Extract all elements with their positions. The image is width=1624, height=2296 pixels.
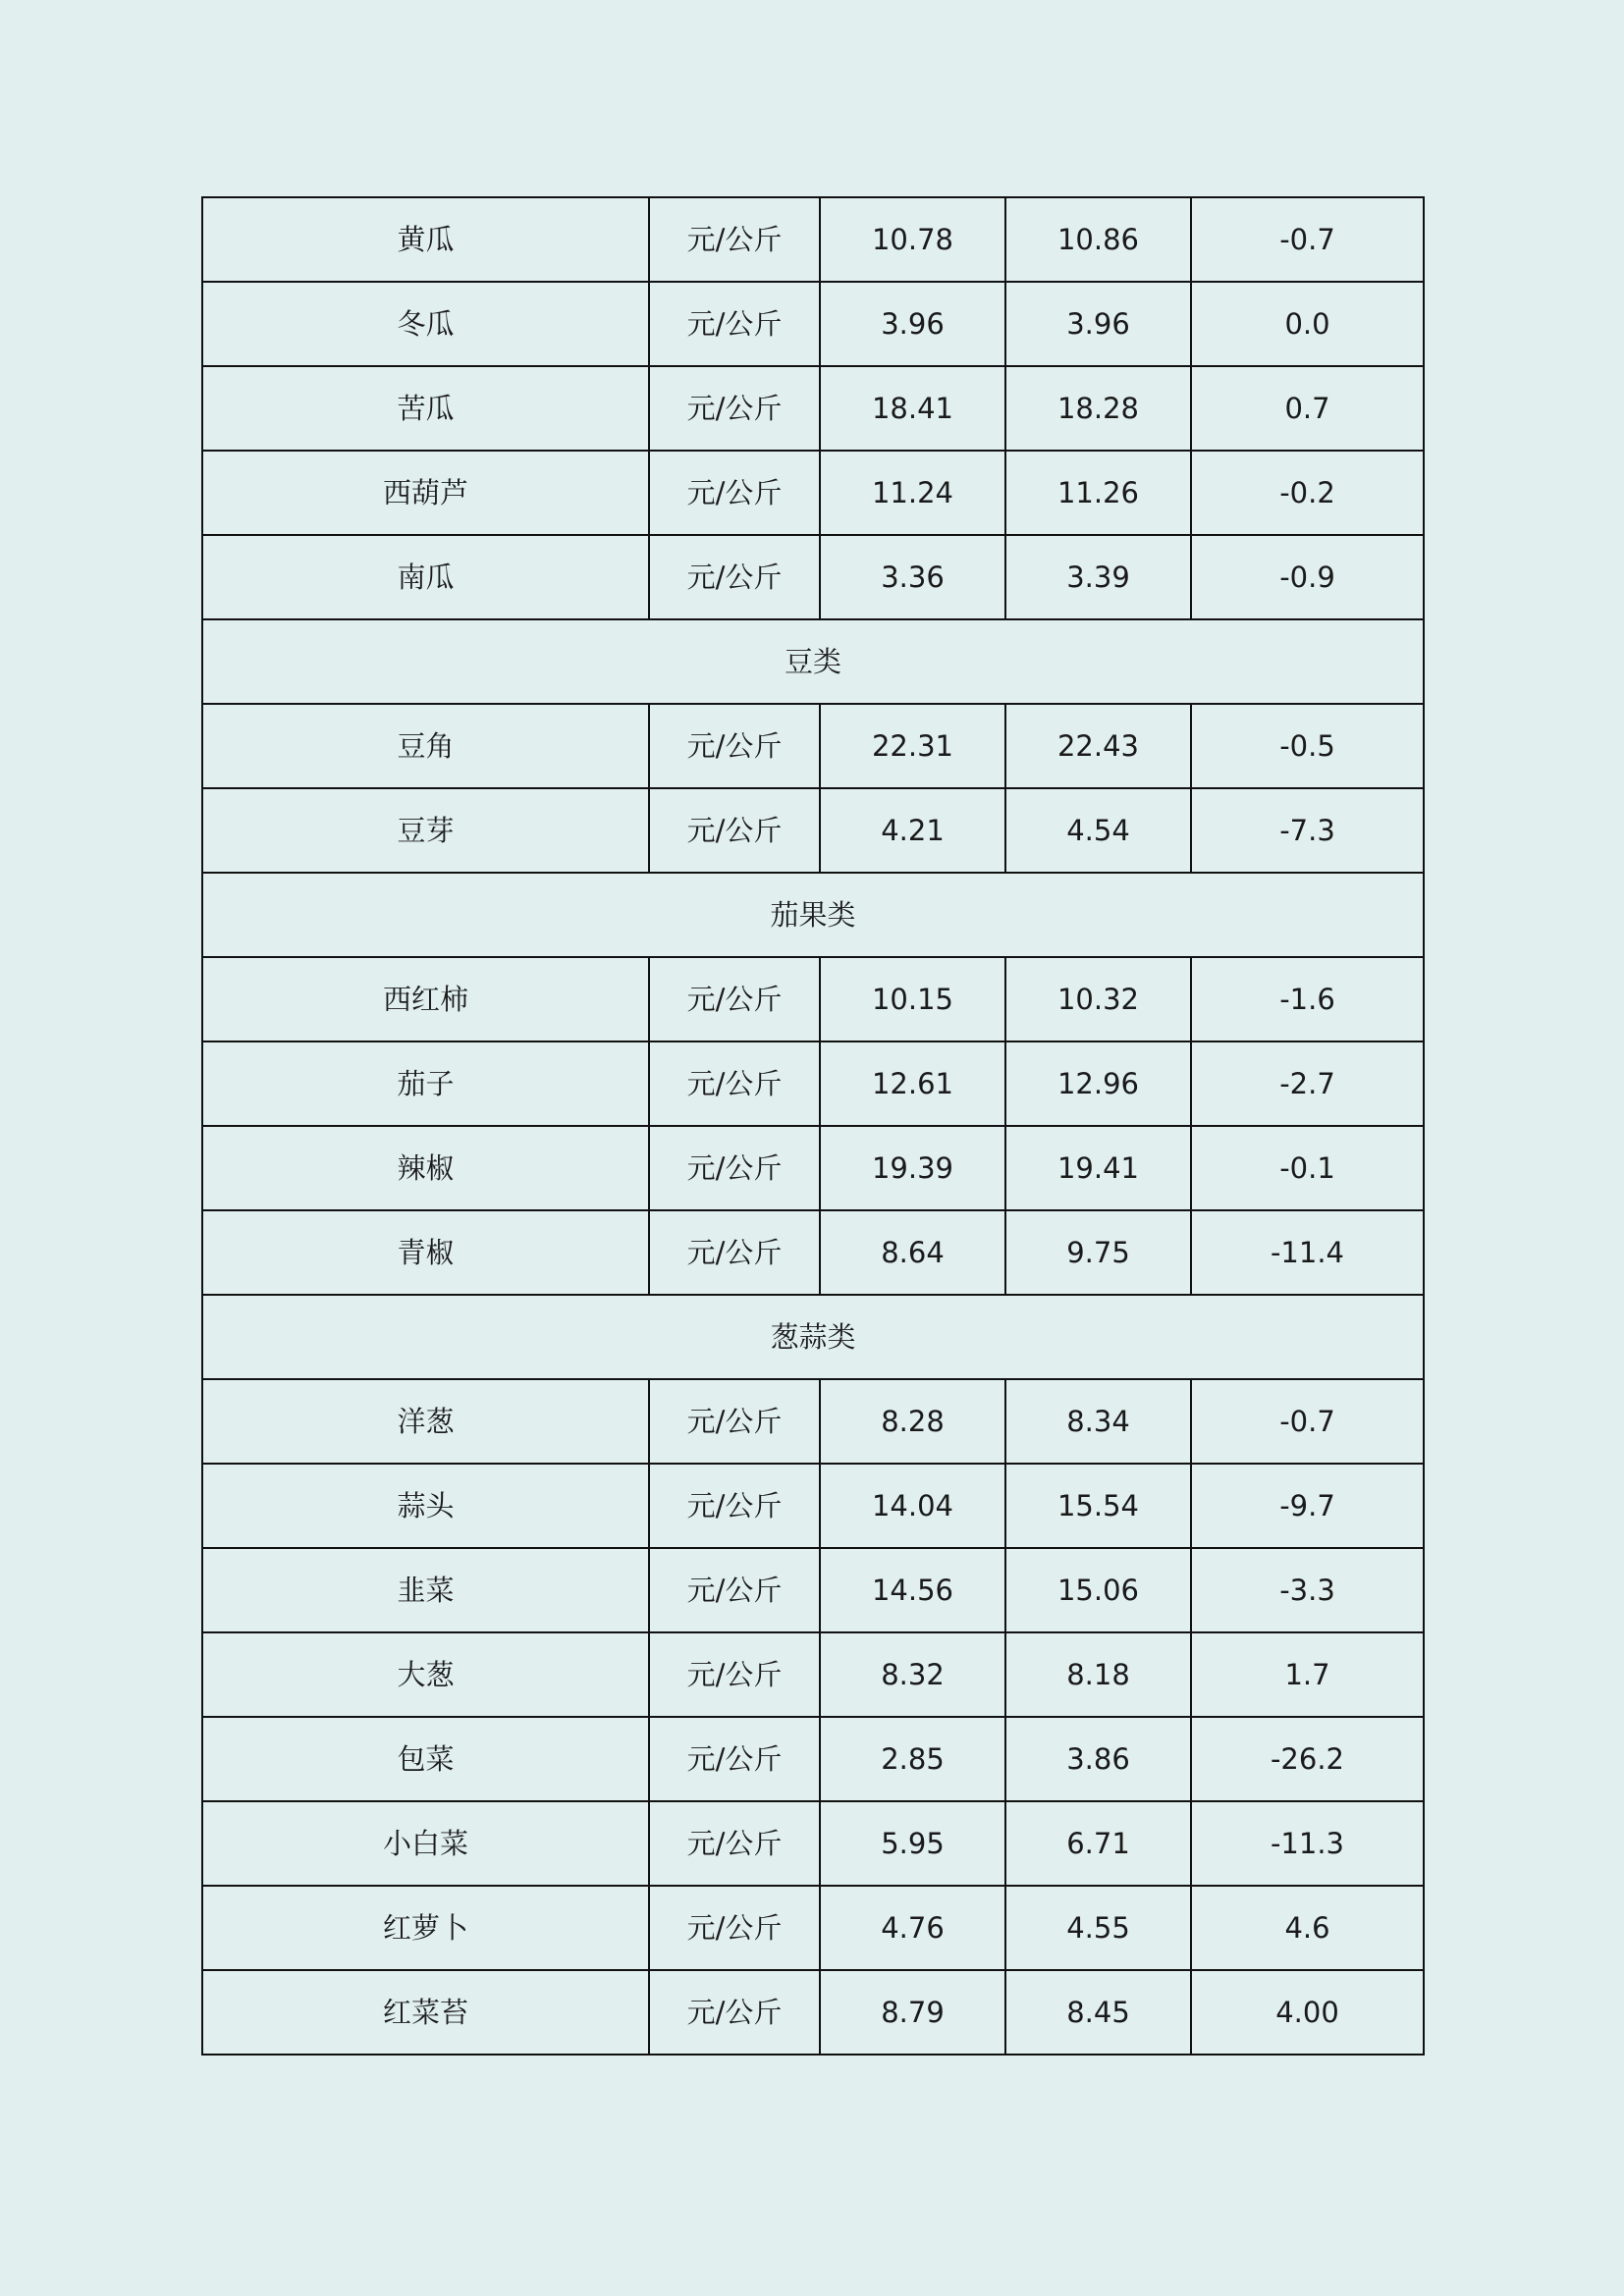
unit-cell: 元/公斤 xyxy=(649,1970,820,2055)
item-name-cell: 红萝卜 xyxy=(202,1886,649,1970)
previous-price-cell: 11.26 xyxy=(1005,451,1191,535)
previous-price-cell: 4.54 xyxy=(1005,788,1191,873)
previous-price-cell: 15.54 xyxy=(1005,1464,1191,1548)
unit-cell: 元/公斤 xyxy=(649,704,820,788)
change-percent-cell: 0.0 xyxy=(1191,282,1424,366)
current-price-cell: 18.41 xyxy=(820,366,1005,451)
unit-cell: 元/公斤 xyxy=(649,1801,820,1886)
change-percent-cell: 4.6 xyxy=(1191,1886,1424,1970)
change-percent-cell: -0.7 xyxy=(1191,1379,1424,1464)
unit-cell: 元/公斤 xyxy=(649,788,820,873)
table-row xyxy=(202,1210,1424,1295)
table-row xyxy=(202,1886,1424,1970)
change-percent-cell: -1.6 xyxy=(1191,957,1424,1041)
unit-cell: 元/公斤 xyxy=(649,1041,820,1126)
item-name-cell: 茄子 xyxy=(202,1041,649,1126)
item-name-cell: 洋葱 xyxy=(202,1379,649,1464)
previous-price-cell: 10.86 xyxy=(1005,197,1191,282)
item-name-cell: 包菜 xyxy=(202,1717,649,1801)
table-row xyxy=(202,1379,1424,1464)
previous-price-cell: 10.32 xyxy=(1005,957,1191,1041)
item-name-cell: 蒜头 xyxy=(202,1464,649,1548)
current-price-cell: 10.78 xyxy=(820,197,1005,282)
previous-price-cell: 3.96 xyxy=(1005,282,1191,366)
category-row xyxy=(202,873,1424,957)
previous-price-cell: 8.45 xyxy=(1005,1970,1191,2055)
current-price-cell: 14.04 xyxy=(820,1464,1005,1548)
previous-price-cell: 8.34 xyxy=(1005,1379,1191,1464)
unit-cell: 元/公斤 xyxy=(649,1379,820,1464)
current-price-cell: 10.15 xyxy=(820,957,1005,1041)
current-price-cell: 3.36 xyxy=(820,535,1005,619)
unit-cell: 元/公斤 xyxy=(649,282,820,366)
table-row xyxy=(202,957,1424,1041)
current-price-cell: 8.79 xyxy=(820,1970,1005,2055)
previous-price-cell: 3.39 xyxy=(1005,535,1191,619)
item-name-cell: 大葱 xyxy=(202,1632,649,1717)
table-row xyxy=(202,197,1424,282)
item-name-cell: 豆角 xyxy=(202,704,649,788)
table-row xyxy=(202,1717,1424,1801)
item-name-cell: 南瓜 xyxy=(202,535,649,619)
change-percent-cell: 1.7 xyxy=(1191,1632,1424,1717)
change-percent-cell: 4.00 xyxy=(1191,1970,1424,2055)
category-row xyxy=(202,1295,1424,1379)
table-row xyxy=(202,366,1424,451)
unit-cell: 元/公斤 xyxy=(649,366,820,451)
current-price-cell: 14.56 xyxy=(820,1548,1005,1632)
change-percent-cell: -0.9 xyxy=(1191,535,1424,619)
change-percent-cell: -26.2 xyxy=(1191,1717,1424,1801)
previous-price-cell: 12.96 xyxy=(1005,1041,1191,1126)
change-percent-cell: -0.5 xyxy=(1191,704,1424,788)
table-row xyxy=(202,282,1424,366)
previous-price-cell: 19.41 xyxy=(1005,1126,1191,1210)
unit-cell: 元/公斤 xyxy=(649,1126,820,1210)
item-name-cell: 豆芽 xyxy=(202,788,649,873)
change-percent-cell: -0.1 xyxy=(1191,1126,1424,1210)
table-row xyxy=(202,1548,1424,1632)
change-percent-cell: -7.3 xyxy=(1191,788,1424,873)
table-row xyxy=(202,1970,1424,2055)
unit-cell: 元/公斤 xyxy=(649,1548,820,1632)
category-label: 豆类 xyxy=(202,619,1424,704)
item-name-cell: 辣椒 xyxy=(202,1126,649,1210)
table-row xyxy=(202,535,1424,619)
category-row xyxy=(202,619,1424,704)
current-price-cell: 4.76 xyxy=(820,1886,1005,1970)
item-name-cell: 冬瓜 xyxy=(202,282,649,366)
previous-price-cell: 18.28 xyxy=(1005,366,1191,451)
previous-price-cell: 4.55 xyxy=(1005,1886,1191,1970)
change-percent-cell: -2.7 xyxy=(1191,1041,1424,1126)
change-percent-cell: -11.4 xyxy=(1191,1210,1424,1295)
previous-price-cell: 6.71 xyxy=(1005,1801,1191,1886)
current-price-cell: 8.32 xyxy=(820,1632,1005,1717)
current-price-cell: 19.39 xyxy=(820,1126,1005,1210)
table-row xyxy=(202,1126,1424,1210)
table-row xyxy=(202,1464,1424,1548)
table-row xyxy=(202,1801,1424,1886)
table-row xyxy=(202,1041,1424,1126)
category-label: 葱蒜类 xyxy=(202,1295,1424,1379)
item-name-cell: 小白菜 xyxy=(202,1801,649,1886)
item-name-cell: 韭菜 xyxy=(202,1548,649,1632)
unit-cell: 元/公斤 xyxy=(649,1210,820,1295)
change-percent-cell: -3.3 xyxy=(1191,1548,1424,1632)
item-name-cell: 黄瓜 xyxy=(202,197,649,282)
table-row xyxy=(202,788,1424,873)
current-price-cell: 12.61 xyxy=(820,1041,1005,1126)
unit-cell: 元/公斤 xyxy=(649,1464,820,1548)
table-row xyxy=(202,704,1424,788)
change-percent-cell: 0.7 xyxy=(1191,366,1424,451)
change-percent-cell: -0.7 xyxy=(1191,197,1424,282)
current-price-cell: 2.85 xyxy=(820,1717,1005,1801)
table-row xyxy=(202,1632,1424,1717)
item-name-cell: 苦瓜 xyxy=(202,366,649,451)
previous-price-cell: 3.86 xyxy=(1005,1717,1191,1801)
table-row xyxy=(202,451,1424,535)
previous-price-cell: 8.18 xyxy=(1005,1632,1191,1717)
current-price-cell: 5.95 xyxy=(820,1801,1005,1886)
category-label: 茄果类 xyxy=(202,873,1424,957)
current-price-cell: 8.28 xyxy=(820,1379,1005,1464)
change-percent-cell: -11.3 xyxy=(1191,1801,1424,1886)
previous-price-cell: 9.75 xyxy=(1005,1210,1191,1295)
unit-cell: 元/公斤 xyxy=(649,1717,820,1801)
current-price-cell: 22.31 xyxy=(820,704,1005,788)
price-table xyxy=(201,196,1425,2056)
current-price-cell: 11.24 xyxy=(820,451,1005,535)
change-percent-cell: -9.7 xyxy=(1191,1464,1424,1548)
unit-cell: 元/公斤 xyxy=(649,451,820,535)
unit-cell: 元/公斤 xyxy=(649,957,820,1041)
unit-cell: 元/公斤 xyxy=(649,197,820,282)
price-table-body xyxy=(202,197,1424,2055)
item-name-cell: 西葫芦 xyxy=(202,451,649,535)
item-name-cell: 青椒 xyxy=(202,1210,649,1295)
unit-cell: 元/公斤 xyxy=(649,1632,820,1717)
current-price-cell: 4.21 xyxy=(820,788,1005,873)
current-price-cell: 3.96 xyxy=(820,282,1005,366)
previous-price-cell: 15.06 xyxy=(1005,1548,1191,1632)
change-percent-cell: -0.2 xyxy=(1191,451,1424,535)
unit-cell: 元/公斤 xyxy=(649,1886,820,1970)
item-name-cell: 西红柿 xyxy=(202,957,649,1041)
previous-price-cell: 22.43 xyxy=(1005,704,1191,788)
item-name-cell: 红菜苔 xyxy=(202,1970,649,2055)
unit-cell: 元/公斤 xyxy=(649,535,820,619)
current-price-cell: 8.64 xyxy=(820,1210,1005,1295)
